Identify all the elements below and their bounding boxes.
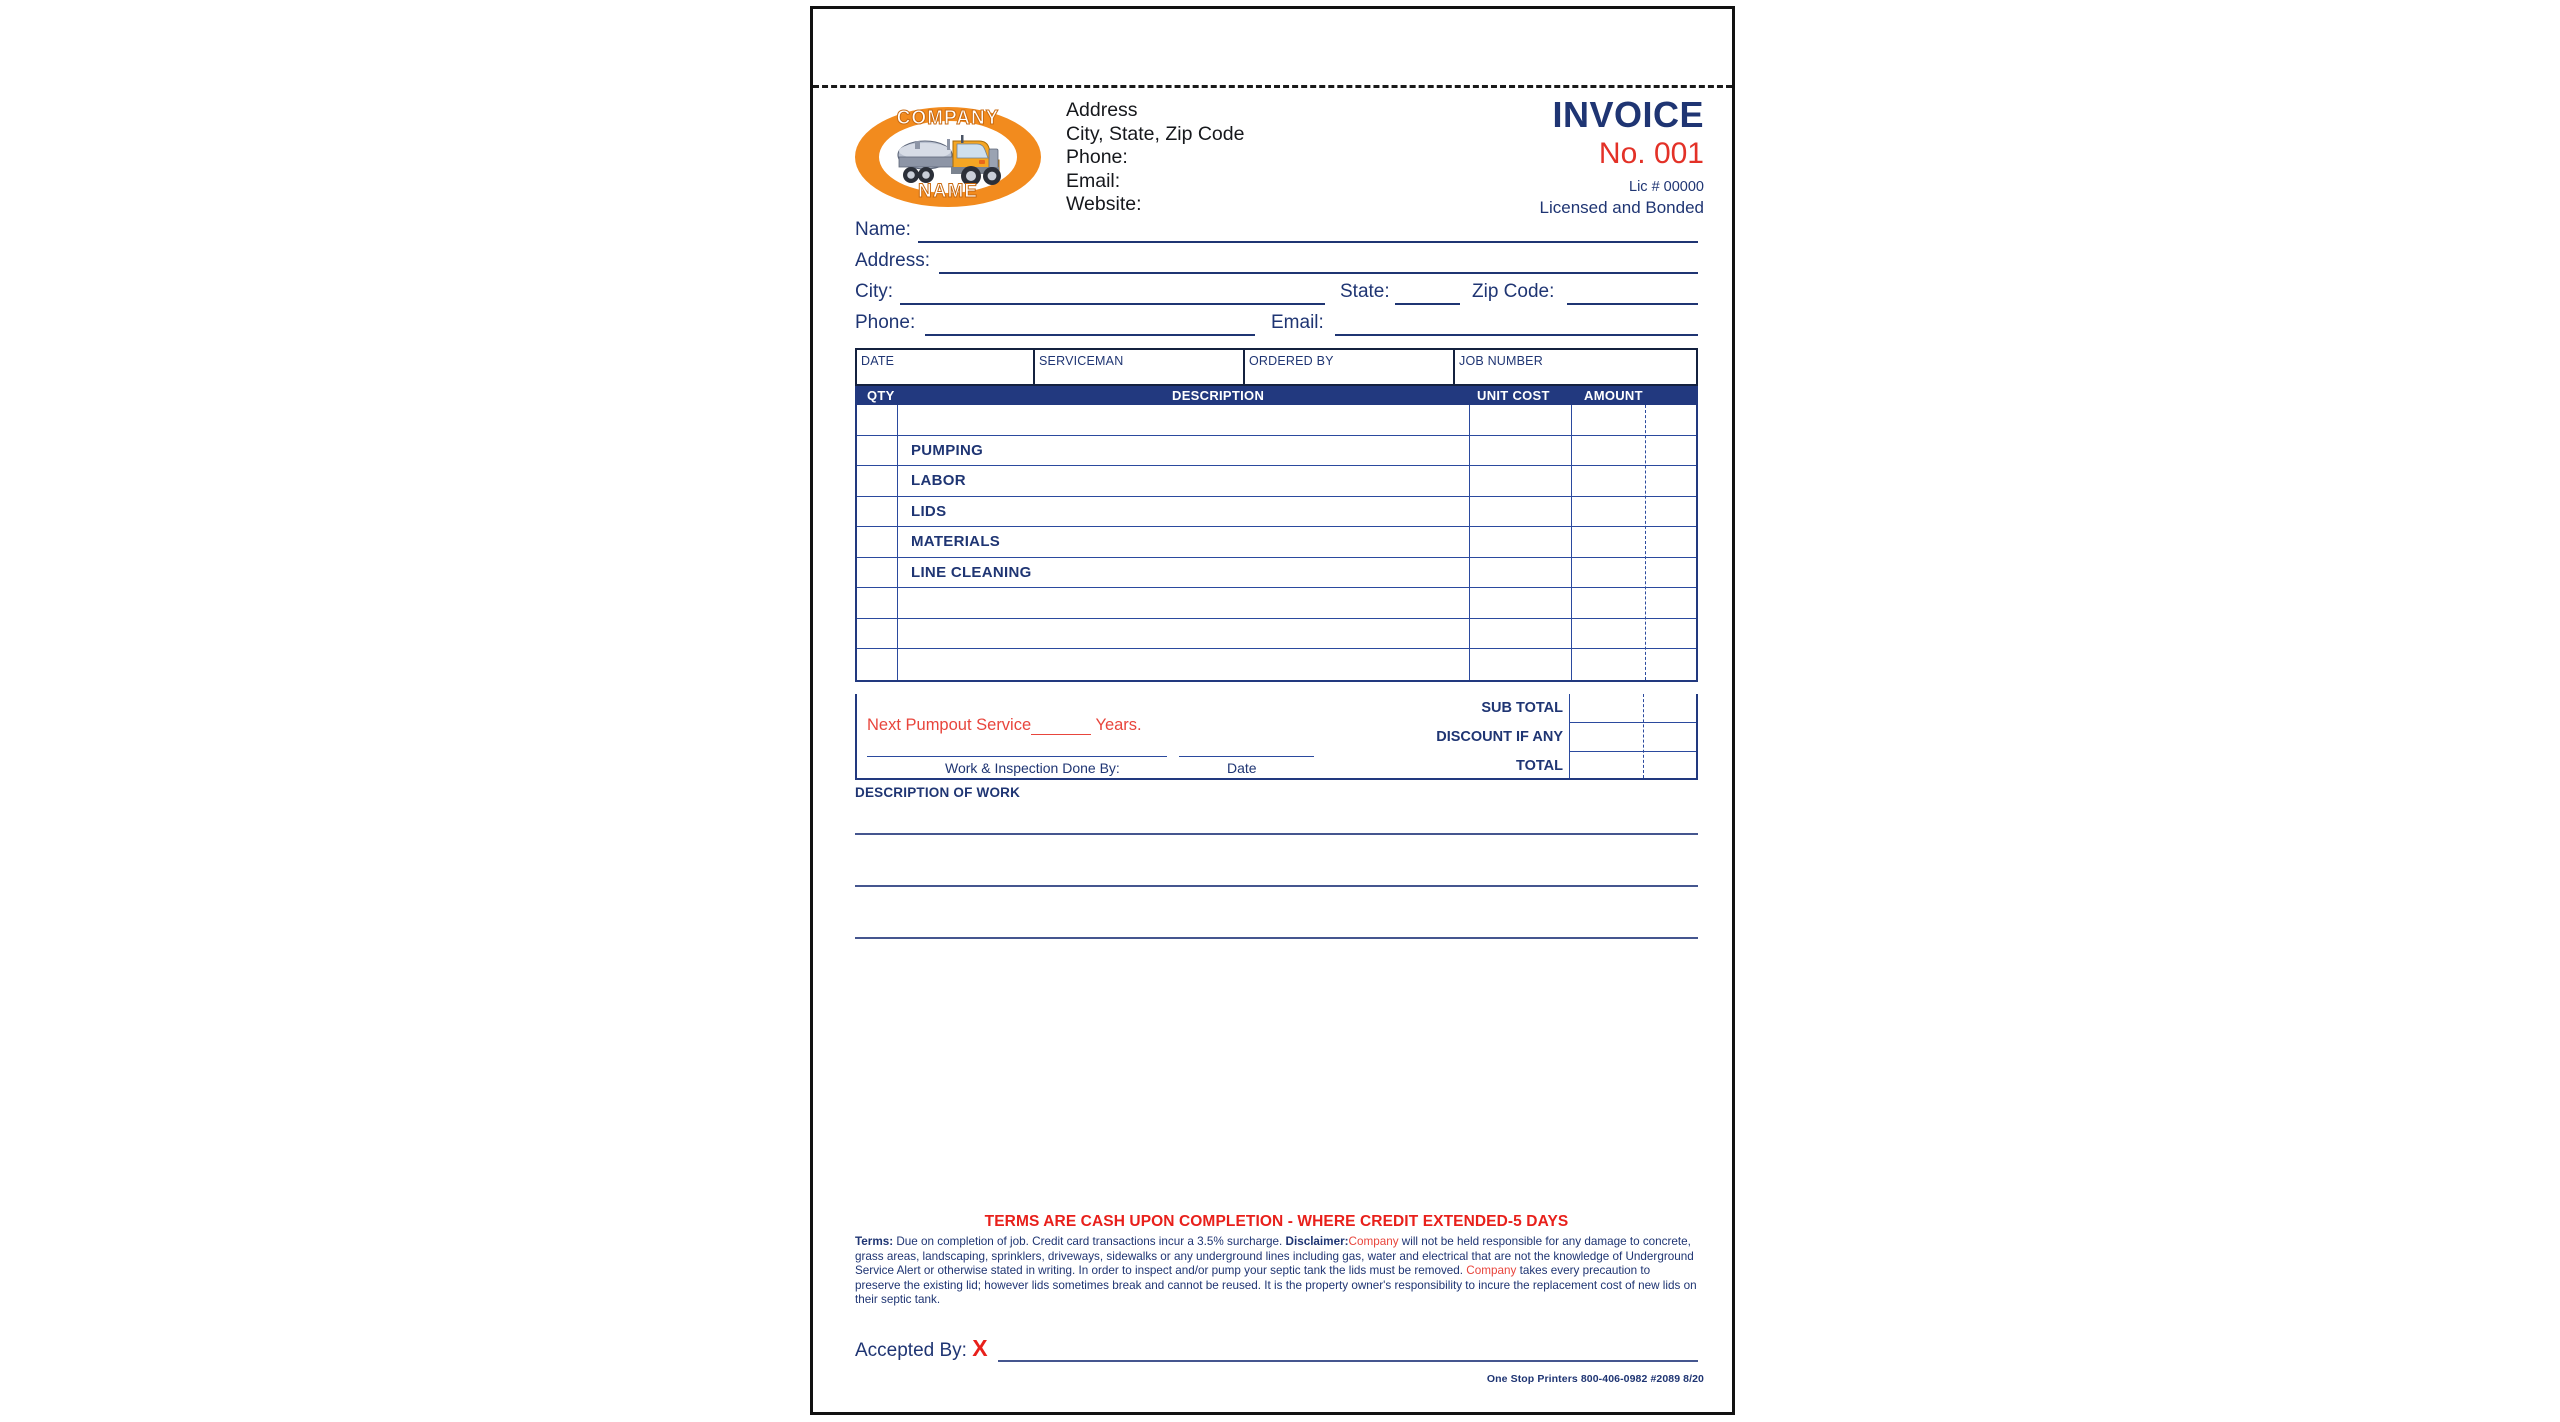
invoice-title: INVOICE [1552, 94, 1704, 135]
septic-truck-icon [885, 127, 1013, 189]
email-label: Email: [1271, 312, 1324, 333]
terms-label: Terms: [855, 1235, 894, 1248]
work-date-input[interactable] [1179, 756, 1314, 757]
terms-headline: TERMS ARE CASH UPON COMPLETION - WHERE CREDIT EXTENDED-5 DAYS [984, 1213, 1569, 1230]
table-row[interactable] [857, 527, 1696, 558]
company-token: Company [1348, 1235, 1399, 1248]
next-pumpout-blank[interactable] [1031, 716, 1091, 735]
table-row[interactable] [857, 405, 1696, 436]
masthead [813, 94, 1732, 217]
sub-total-row-divider [1569, 722, 1696, 723]
meta-date-cell[interactable] [857, 350, 1035, 384]
line-item-description: LIDS [911, 502, 947, 520]
field-row-address [855, 250, 1698, 281]
accepted-by-block [855, 1335, 988, 1362]
printer-credit: One Stop Printers 800-406-0982 #2089 8/20 [1486, 1373, 1704, 1385]
meta-serviceman-cell[interactable] [1035, 350, 1245, 384]
line-items-header [855, 386, 1698, 405]
state-label: State: [1340, 281, 1390, 302]
phone-input[interactable] [925, 334, 1255, 336]
license-number: Lic # 00000 [1629, 179, 1704, 195]
sub-total-label: SUB TOTAL [1481, 700, 1563, 716]
table-row[interactable] [857, 649, 1696, 680]
column-header-qty: QTY [867, 388, 895, 403]
totals-left-divider [1569, 694, 1570, 778]
table-row[interactable] [857, 436, 1696, 467]
meta-job-number-label: JOB NUMBER [1459, 354, 1543, 368]
address-label: Address: [855, 250, 930, 271]
column-header-description: DESCRIPTION [1172, 388, 1265, 403]
table-row[interactable] [857, 497, 1696, 528]
zip-label: Zip Code: [1472, 281, 1555, 302]
company-contact-block [1066, 99, 1244, 217]
company-address-line: Address [1066, 99, 1138, 121]
meta-date-label: DATE [861, 354, 895, 368]
meta-serviceman-label: SERVICEMAN [1039, 354, 1124, 368]
work-done-by-label: Work & Inspection Done By: [945, 760, 1120, 776]
discount-row-divider [1569, 751, 1696, 752]
company-email-label: Email: [1066, 169, 1121, 192]
line-items-table [855, 386, 1698, 682]
signature-x-mark: X [972, 1335, 988, 1361]
company-phone-label: Phone: [1066, 146, 1128, 168]
accepted-by-label: Accepted By: [855, 1340, 967, 1361]
accepted-by-signature-input[interactable] [998, 1360, 1698, 1362]
work-done-by-input[interactable] [867, 756, 1167, 757]
description-of-work-line-1[interactable] [855, 833, 1698, 835]
company-logo [855, 101, 1041, 213]
disclaimer-text-2: takes every precaution to preserve the existing lid; however lids sometimes break and cannot be reused. It is the property owner's responsibility to incure the replacement cost of new lids on their septic tank. [855, 1264, 1697, 1307]
name-input[interactable] [918, 241, 1698, 243]
invoice-header-block [1540, 95, 1704, 218]
total-label: TOTAL [1516, 758, 1563, 774]
next-pumpout-suffix: Years. [1095, 716, 1142, 734]
field-row-name [855, 219, 1698, 250]
line-items-body [855, 405, 1698, 682]
line-item-description: PUMPING [911, 441, 984, 459]
terms-text: Due on completion of job. Credit card transactions incur a 3.5% surcharge. [893, 1235, 1286, 1248]
phone-label: Phone: [855, 312, 916, 333]
description-of-work-title: DESCRIPTION OF WORK [855, 785, 1021, 800]
column-header-unit-cost: UNIT COST [1477, 388, 1550, 403]
job-meta-row [855, 348, 1698, 386]
column-header-amount: AMOUNT [1584, 388, 1643, 403]
next-pumpout-prefix: Next Pumpout Service [867, 716, 1032, 734]
email-input[interactable] [1335, 334, 1698, 336]
meta-ordered-by-cell[interactable] [1245, 350, 1455, 384]
disclaimer-label: Disclaimer: [1285, 1235, 1349, 1248]
line-item-description: LINE CLEANING [911, 563, 1032, 581]
customer-fields [855, 219, 1698, 343]
disclaimer-text-1: will not be held responsible for any damage to concrete, grass areas, landscaping, sprinklers, driveways, sidewalks or any underground lines including gas, water and electrical that are not the knowledge of Underground Service Alert or otherwise stated in writing. In order to inspect and/or pump your septic tank the lids must be removed. [855, 1235, 1694, 1278]
city-label: City: [855, 281, 893, 302]
table-row[interactable] [857, 466, 1696, 497]
name-label: Name: [855, 219, 911, 240]
meta-job-number-cell[interactable] [1455, 350, 1696, 384]
discount-label: DISCOUNT IF ANY [1436, 729, 1563, 745]
invoice-sheet [810, 6, 1735, 1415]
description-of-work-line-2[interactable] [855, 885, 1698, 887]
company-token: Company [1466, 1264, 1517, 1278]
city-input[interactable] [900, 303, 1325, 305]
next-pumpout-note [867, 716, 1142, 735]
invoice-number: No. 001 [1598, 137, 1704, 170]
zip-input[interactable] [1567, 303, 1698, 305]
company-city-line: City, State, Zip Code [1066, 122, 1245, 145]
licensed-bonded-text: Licensed and Bonded [1539, 198, 1704, 217]
table-row[interactable] [857, 588, 1696, 619]
field-row-phone-email [855, 312, 1698, 343]
state-input[interactable] [1395, 303, 1460, 305]
totals-section [855, 694, 1698, 780]
table-row[interactable] [857, 558, 1696, 589]
company-website-label: Website: [1066, 193, 1142, 215]
work-date-label: Date [1227, 760, 1257, 776]
description-of-work-line-3[interactable] [855, 937, 1698, 939]
address-input[interactable] [939, 272, 1698, 274]
logo-text-top: COMPANY [896, 107, 1000, 130]
field-row-city-state-zip [855, 281, 1698, 312]
logo-text-bottom: NAME [918, 181, 978, 202]
line-item-description: MATERIALS [911, 533, 1001, 550]
perforation-tear-line [813, 85, 1732, 88]
terms-disclaimer-text [855, 1235, 1698, 1308]
totals-cents-divider [1643, 694, 1644, 778]
meta-ordered-by-label: ORDERED BY [1249, 354, 1334, 368]
line-item-description: LABOR [911, 472, 966, 489]
table-row[interactable] [857, 619, 1696, 650]
